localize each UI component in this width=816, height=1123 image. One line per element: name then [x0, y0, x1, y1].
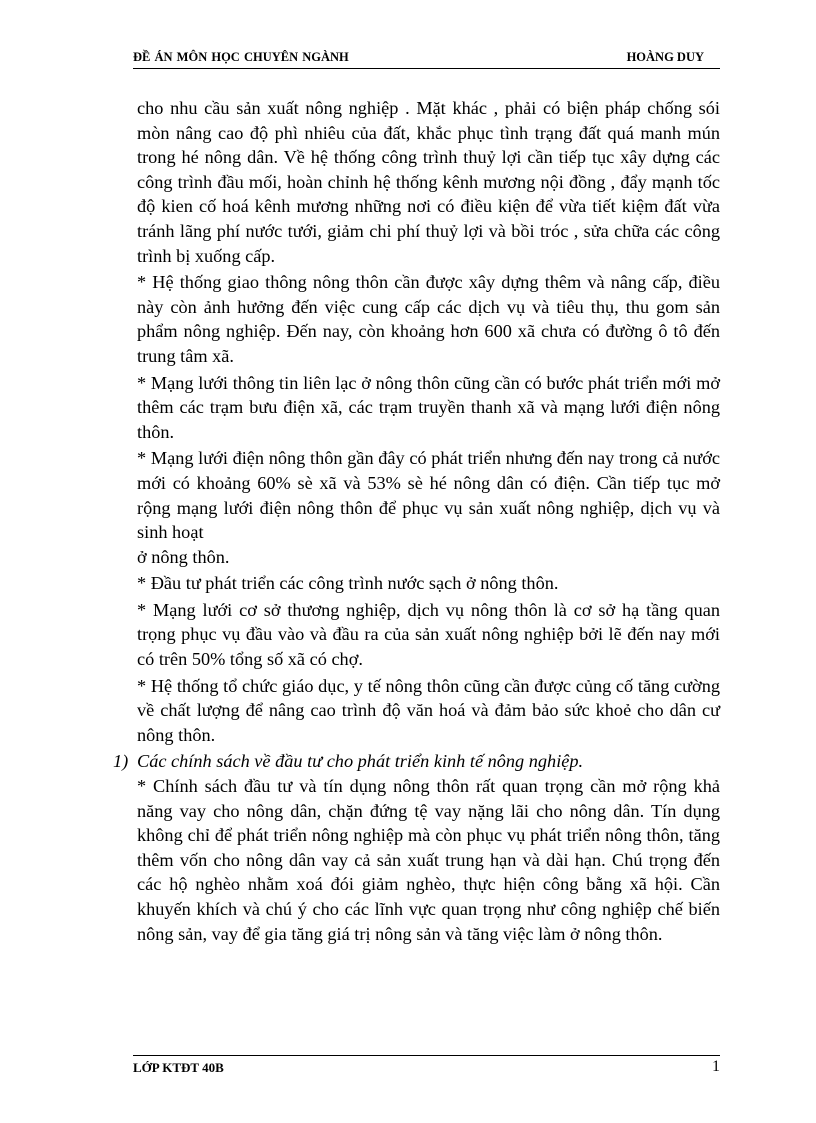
page-number: 1 — [712, 1058, 720, 1075]
document-body — [113, 96, 720, 946]
paragraph: * Hệ thống tổ chức giáo dục, y tế nông thôn cũng cần được củng cố tăng cường về chất lượng để nâng cao trình độ văn hoá và đảm bảo sức khoẻ cho dân cư nông thôn. — [137, 675, 720, 745]
page-header — [133, 50, 720, 69]
paragraph: * Mạng lưới thông tin liên lạc ở nông thôn cũng cần có bước phát triển mới mở thêm các trạm bưu điện xã, các trạm truyền thanh xã và mạng lưới điện nông thôn. — [137, 372, 720, 442]
header-title: ĐỀ ÁN MÔN HỌC CHUYÊN NGÀNH — [133, 50, 349, 64]
paragraph: * Mạng lưới cơ sở thương nghiệp, dịch vụ nông thôn là cơ sở hạ tầng quan trọng phục vụ đầu vào và đầu ra của sản xuất nông nghiệp bởi lẽ đến nay mới có trên 50% tổng số xã có chợ. — [137, 599, 720, 670]
footer-class: LỚP KTĐT 40B — [133, 1060, 224, 1075]
paragraph: ở nông thôn. — [137, 546, 230, 567]
paragraph: cho nhu cầu sản xuất nông nghiệp . Mặt khác , phải có biện pháp chống sói mòn nâng cao độ phì nhiêu của đất, khắc phục tình trạng đất quá manh mún trong hé nông dân. Về hệ thống công trình thuỷ lợi cần tiếp tục xây dựng các công trình đầu mối, hoàn chỉnh hệ thống kênh mương nội đồng , đẩy mạnh tốc độ kien cố hoá kênh mương những nơi có điều kiện để vừa tiết kiệm đất vừa tránh lãng phí nước tưới, giảm chi phí thuỷ lợi và bồi tróc , sửa chữa các công trình bị xuống cấp. — [137, 98, 720, 266]
section-number: 1) — [113, 751, 129, 772]
footer-divider — [133, 1055, 720, 1056]
section-heading — [113, 749, 720, 774]
section-title: Các chính sách về đầu tư cho phát triển kinh tế nông nghiệp. — [137, 751, 584, 772]
paragraph: * Mạng lưới điện nông thôn gần đây có phát triển nhưng đến nay trong cả nước mới có khoảng 60% sè xã và 53% sè hé nông dân có điện. Cần tiếp tục mở rộng mạng lưới điện nông thôn để phục vụ sản xuất nông nghiệp, dịch vụ và sinh hoạt — [137, 448, 720, 543]
paragraph: * Đầu tư phát triển các công trình nước sạch ở nông thôn. — [137, 573, 559, 594]
header-author: HOÀNG DUY — [626, 50, 704, 64]
paragraph: * Chính sách đầu tư và tín dụng nông thôn rất quan trọng cần mở rộng khả năng vay cho nông dân, chặn đứng tệ vay nặng lãi cho nông dân. Tín dụng không chỉ để phát triển nông nghiệp mà còn phục vụ phát triển nông thôn, tăng thêm vốn cho nông dân vay cả sản xuất trung hạn và dài hạn. Chú trọng đến các hộ nghèo nhằm xoá đói giảm nghèo, thực hiện công bằng xã hội. Cần khuyến khích và chú ý cho các lĩnh vực quan trọng như công nghiệp chế biến nông sản, vay để gia tăng giá trị nông sản và tăng việc làm ở nông thôn. — [137, 776, 720, 944]
paragraph: * Hệ thống giao thông nông thôn cần được xây dựng thêm và nâng cấp, điều này còn ảnh hưởng đến việc cung cấp các dịch vụ và tiêu thụ, thu gom sản phẩm nông nghiệp. Đến nay, còn khoảng hơn 600 xã chưa có đường ô tô đến trung tâm xã. — [137, 272, 720, 366]
